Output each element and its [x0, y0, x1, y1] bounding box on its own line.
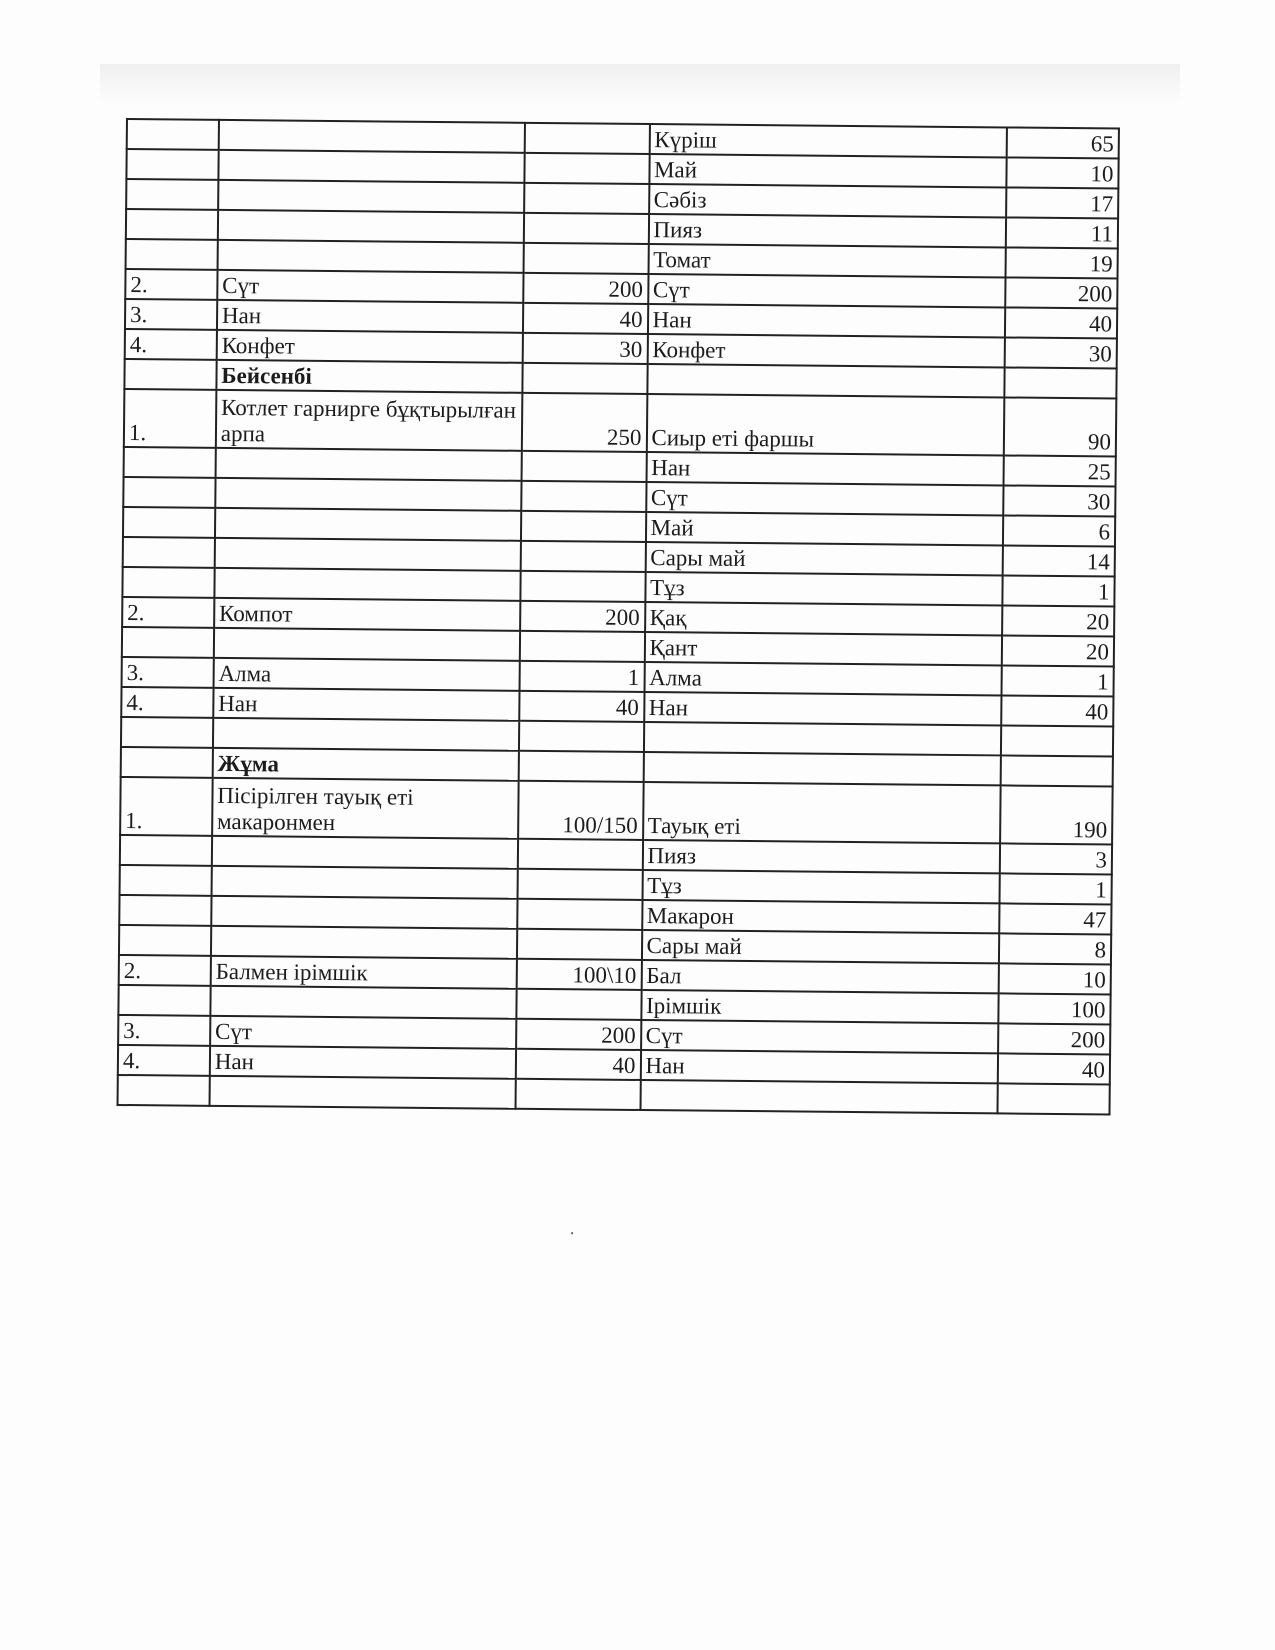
row-number	[120, 835, 212, 866]
table-row	[120, 777, 1113, 845]
dish-name	[215, 508, 521, 541]
ingredient-amount: 25	[1003, 455, 1116, 486]
portion-size	[522, 451, 647, 482]
ingredient-name: Тауық еті	[643, 782, 1001, 843]
dish-name	[217, 240, 523, 273]
ingredient-name	[643, 752, 1000, 785]
row-number: 3.	[125, 299, 217, 330]
portion-size	[516, 989, 641, 1020]
ingredient-amount: 17	[1006, 187, 1119, 218]
dish-name: Компот	[214, 598, 520, 631]
ingredient-amount: 10	[998, 963, 1111, 994]
dish-name	[218, 180, 524, 213]
ink-smudge: ⸱	[570, 1226, 575, 1243]
portion-size: 1	[520, 661, 645, 692]
portion-size	[520, 571, 645, 602]
dish-name: Конфет	[217, 330, 523, 363]
portion-size: 100/150	[518, 781, 643, 840]
row-number	[122, 567, 214, 598]
ingredient-name: Сары май	[645, 542, 1002, 575]
dish-name	[213, 718, 519, 751]
ingredient-amount: 190	[1000, 785, 1113, 844]
portion-size	[519, 721, 644, 752]
ingredient-amount: 1	[1002, 575, 1115, 606]
portion-size: 100\10	[517, 959, 642, 990]
row-number: 2.	[125, 269, 217, 300]
row-number	[124, 359, 216, 390]
ingredient-name: Сүт	[646, 482, 1003, 515]
portion-size	[524, 153, 649, 184]
ingredient-amount: 30	[1003, 485, 1116, 516]
dish-name	[210, 986, 516, 1019]
row-number	[122, 627, 214, 658]
dish-name: Нан	[217, 300, 523, 333]
ingredient-name: Нан	[644, 692, 1001, 725]
ingredient-amount: 10	[1006, 157, 1119, 188]
ingredient-name: Пияз	[642, 840, 999, 873]
row-number: 1.	[120, 777, 212, 836]
ingredient-name: Макарон	[642, 900, 999, 933]
ingredient-amount: 3	[999, 843, 1112, 874]
ingredient-amount: 90	[1004, 397, 1117, 456]
ingredient-name: Күріш	[649, 124, 1006, 157]
ingredient-amount: 40	[1005, 307, 1118, 338]
dish-name: Нан	[210, 1046, 516, 1079]
ingredient-amount: 65	[1006, 127, 1119, 158]
portion-size: 40	[516, 1049, 641, 1080]
ingredient-amount	[1000, 755, 1113, 786]
ingredient-name: Қақ	[645, 602, 1002, 635]
ingredient-name: Май	[645, 512, 1002, 545]
dish-name: Балмен ірімшік	[211, 956, 517, 989]
dish-name	[209, 1076, 515, 1109]
ingredient-amount: 6	[1003, 515, 1116, 546]
ingredient-amount: 1	[1001, 665, 1114, 696]
row-number	[124, 447, 216, 478]
ingredient-amount: 40	[997, 1053, 1110, 1084]
row-number	[120, 865, 212, 896]
portion-size	[520, 631, 645, 662]
dish-name: Пісірілген тауық еті макаронмен	[212, 778, 519, 839]
ingredient-name: Нан	[640, 1050, 997, 1083]
ingredient-amount	[1001, 725, 1114, 756]
portion-size	[521, 541, 646, 572]
ingredient-amount	[1004, 367, 1117, 398]
dish-name	[219, 120, 525, 153]
row-number	[123, 477, 215, 508]
menu-table	[117, 118, 1120, 1115]
ingredient-name: Алма	[644, 662, 1001, 695]
dish-name: Сүт	[217, 270, 523, 303]
ingredient-amount: 8	[999, 933, 1112, 964]
row-number: 2.	[119, 955, 211, 986]
portion-size	[517, 929, 642, 960]
ingredient-name: Нан	[647, 304, 1004, 337]
portion-size	[522, 363, 647, 394]
ingredient-amount: 200	[998, 1023, 1111, 1054]
dish-name	[211, 926, 517, 959]
dish-name: Нан	[213, 688, 519, 721]
portion-size	[521, 481, 646, 512]
dish-name: Сүт	[210, 1016, 516, 1049]
ingredient-name: Тұз	[642, 870, 999, 903]
ingredient-name	[640, 1080, 997, 1113]
portion-size: 200	[520, 601, 645, 632]
ingredient-name	[647, 364, 1004, 397]
row-number	[123, 537, 215, 568]
portion-size	[519, 751, 644, 782]
portion-size: 250	[522, 393, 647, 452]
row-number	[121, 747, 213, 778]
row-number: 3.	[122, 657, 214, 688]
ingredient-amount: 30	[1004, 337, 1117, 368]
row-number: 1.	[124, 389, 216, 448]
row-number	[121, 717, 213, 748]
ingredient-amount: 47	[999, 903, 1112, 934]
ingredient-name: Сиыр еті фаршы	[646, 394, 1004, 455]
portion-size	[524, 243, 649, 274]
dish-name	[218, 150, 524, 183]
portion-size	[517, 899, 642, 930]
dish-name: Бейсенбі	[216, 360, 522, 393]
ingredient-amount: 14	[1002, 545, 1115, 576]
row-number	[126, 179, 218, 210]
ingredient-name: Май	[649, 154, 1006, 187]
dish-name	[211, 866, 517, 899]
row-number: 2.	[122, 597, 214, 628]
ingredient-name: Конфет	[647, 334, 1004, 367]
ingredient-name	[643, 722, 1000, 755]
ingredient-amount: 11	[1006, 217, 1119, 248]
row-number: 4.	[125, 329, 217, 360]
portion-size	[524, 183, 649, 214]
ingredient-amount: 20	[1001, 635, 1114, 666]
dish-name	[211, 896, 517, 929]
row-number	[126, 239, 218, 270]
row-number	[123, 507, 215, 538]
portion-size	[521, 511, 646, 542]
portion-size: 200	[523, 273, 648, 304]
ingredient-amount: 200	[1005, 277, 1118, 308]
row-number	[126, 149, 218, 180]
row-number: 3.	[118, 1015, 210, 1046]
ingredient-amount: 20	[1002, 605, 1115, 636]
menu-table-body	[118, 119, 1119, 1114]
ingredient-name: Қант	[644, 632, 1001, 665]
dish-name	[215, 478, 521, 511]
dish-name: Котлет гарнирге бұқтырылған арпа	[216, 390, 523, 451]
ingredient-name: Нан	[646, 452, 1003, 485]
dish-name	[214, 628, 520, 661]
row-number	[118, 1075, 210, 1106]
ingredient-amount	[997, 1083, 1110, 1114]
scan-shadow	[100, 64, 1180, 104]
portion-size	[525, 123, 650, 154]
ingredient-name: Ірімшік	[641, 990, 998, 1023]
ingredient-name: Томат	[648, 244, 1005, 277]
ingredient-name: Сары май	[641, 930, 998, 963]
row-number	[119, 925, 211, 956]
dish-name	[214, 568, 520, 601]
ingredient-amount: 1	[999, 873, 1112, 904]
ingredient-name: Тұз	[645, 572, 1002, 605]
dish-name: Жұма	[213, 748, 519, 781]
ingredient-amount: 40	[1001, 695, 1114, 726]
ingredient-name: Сәбіз	[649, 184, 1006, 217]
row-number	[119, 895, 211, 926]
ingredient-name: Бал	[641, 960, 998, 993]
row-number: 4.	[121, 687, 213, 718]
ingredient-name: Пияз	[648, 214, 1005, 247]
table-row	[124, 389, 1117, 457]
row-number	[126, 209, 218, 240]
portion-size: 200	[516, 1019, 641, 1050]
portion-size	[518, 839, 643, 870]
portion-size	[524, 213, 649, 244]
dish-name	[218, 210, 524, 243]
dish-name: Алма	[213, 658, 519, 691]
row-number	[127, 119, 219, 150]
dish-name	[215, 448, 521, 481]
portion-size: 40	[523, 303, 648, 334]
portion-size: 40	[519, 691, 644, 722]
dish-name	[215, 538, 521, 571]
portion-size	[518, 869, 643, 900]
ingredient-amount: 100	[998, 993, 1111, 1024]
row-number: 4.	[118, 1045, 210, 1076]
ingredient-amount: 19	[1005, 247, 1118, 278]
ingredient-name: Сүт	[641, 1020, 998, 1053]
dish-name	[212, 836, 518, 869]
row-number	[118, 985, 210, 1016]
portion-size: 30	[523, 333, 648, 364]
ingredient-name: Сүт	[648, 274, 1005, 307]
portion-size	[516, 1079, 641, 1110]
